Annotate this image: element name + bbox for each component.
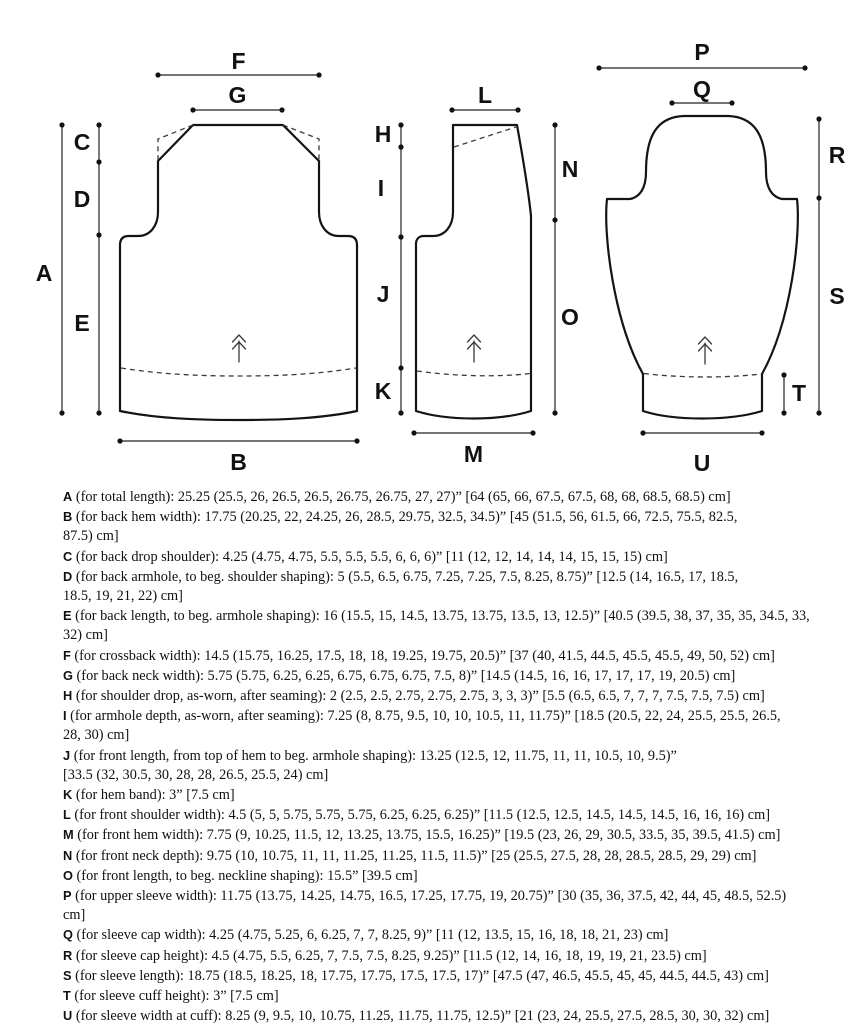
dim-label-Q: Q: [693, 76, 711, 102]
measurement-letter: B: [63, 509, 73, 525]
dim-label-M: M: [463, 441, 484, 467]
dim-line-U: [640, 430, 764, 476]
measurement-letter: N: [63, 847, 73, 863]
measurement-letter: R: [63, 947, 73, 963]
measurement-text: (for sleeve cap width): 4.25 (4.75, 5.25, 6, 6.25, 7, 7, 8.25, 9)” [11 (12, 13.5, 15, 16, 18, 18, 21, 23) cm]: [76, 927, 669, 944]
measurement-row-C: [63, 547, 839, 567]
dim-label-L: L: [477, 82, 493, 108]
measurement-row-F: [63, 646, 839, 666]
measurement-row-M: [63, 825, 839, 845]
dim-line-B: [117, 438, 359, 475]
measurement-row-Q: [63, 925, 839, 945]
dim-label-R: R: [828, 142, 846, 168]
back-knit-direction-arrow-icon: [233, 335, 246, 362]
dim-label-D: D: [73, 186, 91, 212]
back-hem-band-dashed: [121, 368, 356, 376]
dim-label-S: S: [829, 283, 845, 309]
dim-line-A: [36, 122, 65, 415]
measurement-letter: C: [63, 548, 73, 564]
measurement-text: (for front hem width): 7.75 (9, 10.25, 11.5, 12, 13.25, 13.75, 15.5, 16.25)” [19.5 (23, 26, 29, 30.5, 33.5, 35, 39.5, 41.5) cm]: [77, 827, 781, 844]
measurement-text: (for armhole depth, as-worn, after seaming): 7.25 (8, 8.75, 9.5, 10, 10, 10.5, 11, 11.75)” [18.5 (20.5, 22, 24, 25.5, 25.5, 26.5, 28, 30) cm]: [63, 708, 781, 744]
measurement-text: (for shoulder drop, as-worn, after seaming): 2 (2.5, 2.5, 2.75, 2.75, 2.75, 3, 3, 3)” [5.5 (6.5, 6.5, 7, 7, 7, 7.5, 7.5, 7.5) cm]: [75, 688, 765, 705]
dim-label-G: G: [228, 82, 247, 108]
measurement-row-K: [63, 785, 839, 805]
dim-label-O: O: [561, 304, 579, 330]
dim-line-F: [155, 48, 321, 78]
dim-label-P: P: [694, 39, 710, 65]
measurement-text: (for front length, from top of hem to beg. armhole shaping): 13.25 (12.5, 12, 11.75, 11, 11, 10.5, 10, 9.5)” [33.5 (32, 30.5, 30, 28, 28, 26.5, 25.5, 24) cm]: [63, 747, 677, 783]
measurement-letter: M: [63, 827, 74, 843]
dim-label-K: K: [374, 378, 392, 404]
dim-label-A: A: [35, 260, 53, 286]
measurement-letter: F: [63, 647, 71, 663]
measurement-letter: E: [63, 608, 72, 624]
measurement-text: (for back drop shoulder): 4.25 (4.75, 4.75, 5.5, 5.5, 5.5, 6, 6, 6)” [11 (12, 12, 14, 14, 14, 15, 15, 15) cm]: [75, 548, 668, 565]
dim-line-CDE: [74, 122, 102, 415]
measurement-letter: O: [63, 867, 73, 883]
measurement-row-A: [63, 487, 839, 507]
measurement-text: (for front neck depth): 9.75 (10, 10.75, 11, 11, 11.25, 11.25, 11.5, 11.5)” [25 (25.5, 27.5, 28, 28, 28.5, 28.5, 29, 29) cm]: [75, 847, 757, 864]
measurement-letter: P: [63, 888, 72, 904]
dim-label-F: F: [231, 48, 246, 74]
back-piece: [36, 48, 360, 475]
measurement-row-J: [63, 746, 839, 785]
measurement-text: (for sleeve length): 18.75 (18.5, 18.25, 18, 17.75, 17.75, 17.5, 17.5, 17)” [47.5 (47, 46.5, 45.5, 45, 45, 44.5, 44.5, 43) cm]: [75, 967, 769, 984]
dim-line-HIJK: [375, 121, 404, 416]
measurement-text: (for upper sleeve width): 11.75 (13.75, 14.25, 14.75, 16.5, 17.25, 17.75, 19, 20.75)” [30 (35, 36, 37.5, 42, 44, 45, 48.5, 52.5) cm]: [63, 888, 787, 924]
front-piece: [375, 82, 579, 467]
measurement-row-I: [63, 706, 839, 745]
measurement-text: (for sleeve width at cuff): 8.25 (9, 9.5, 10, 10.75, 11.25, 11.75, 11.75, 12.5)” [21 (23, 24, 25.5, 27.5, 28.5, 30, 30, 32) cm]: [75, 1008, 770, 1024]
front-shoulder-shaping-dashed: [454, 127, 516, 147]
measurement-row-H: [63, 686, 839, 706]
measurement-text: (for sleeve cuff height): 3” [7.5 cm]: [74, 988, 279, 1005]
measurement-letter: U: [63, 1008, 73, 1024]
measurement-text: (for hem band): 3” [7.5 cm]: [75, 787, 235, 804]
dim-line-NO: [552, 122, 579, 415]
dim-line-P: [596, 39, 807, 71]
dim-label-N: N: [561, 156, 579, 182]
dim-line-Q: [669, 76, 734, 106]
measurement-letter: H: [63, 688, 73, 704]
measurement-letter: A: [63, 489, 73, 504]
front-piece-outline: [416, 125, 531, 419]
dim-label-J: J: [376, 281, 390, 307]
measurement-text: (for total length): 25.25 (25.5, 26, 26.5, 26.5, 26.75, 26.75, 27, 27)” [64 (65, 66, 67.5, 67.5, 68, 68, 68.5, 68.5) cm]: [75, 489, 731, 505]
measurement-row-U: [63, 1006, 839, 1024]
measurement-text: (for back armhole, to beg. shoulder shaping): 5 (5.5, 6.5, 6.75, 7.25, 7.25, 7.5, 8.25, 8.75)” [12.5 (14, 16.5, 17, 18.5, 18.5, 19, 21, 22) cm]: [63, 568, 739, 605]
measurement-row-G: [63, 666, 839, 686]
measurement-row-L: [63, 805, 839, 825]
front-hem-band-dashed: [417, 371, 530, 376]
measurement-text: (for back length, to beg. armhole shaping): 16 (15.5, 15, 14.5, 13.75, 13.75, 13.5, 13, 12.5)” [40.5 (39.5, 38, 37, 35, 35, 34.5, 33, 32) cm]: [63, 608, 810, 644]
measurement-letter: J: [63, 747, 71, 763]
measurement-text: (for sleeve cap height): 4.5 (4.75, 5.5, 6.25, 7, 7.5, 7.5, 8.25, 9.25)” [11.5 (12, 14, 16, 18, 19, 19, 21, 23.5) cm]: [75, 947, 707, 964]
measurement-letter: D: [63, 568, 73, 584]
measurement-text: (for front shoulder width): 4.5 (5, 5, 5.75, 5.75, 5.75, 6.25, 6.25, 6.25)” [11.5 (12.5, 12.5, 14.5, 14.5, 14.5, 16, 16, 16) cm]: [74, 807, 770, 824]
measurement-list: [63, 487, 839, 1024]
measurement-row-O: [63, 866, 839, 886]
measurement-row-P: [63, 886, 839, 925]
measurement-letter: T: [63, 988, 71, 1004]
dim-label-H: H: [374, 121, 392, 147]
dim-label-I: I: [377, 175, 385, 201]
measurement-text: (for crossback width): 14.5 (15.75, 16.25, 17.5, 18, 18, 19.25, 19.75, 20.5)” [37 (40, 41.5, 44.5, 45.5, 45.5, 49, 50, 52) cm]: [74, 647, 775, 664]
dim-label-U: U: [693, 450, 711, 476]
measurement-letter: G: [63, 667, 73, 683]
sleeve-cuff-dashed: [644, 374, 761, 377]
dim-line-L: [449, 82, 520, 113]
measurement-text: (for front length, to beg. neckline shaping): 15.5” [39.5 cm]: [76, 867, 418, 884]
sleeve-outline: [606, 116, 798, 419]
measurement-row-E: [63, 606, 839, 645]
measurement-letter: L: [63, 807, 71, 823]
measurement-text: (for back hem width): 17.75 (20.25, 22, 24.25, 26, 28.5, 29.75, 32.5, 34.5)” [45 (51.5, 56, 61.5, 66, 72.5, 75.5, 82.5, 87.5) cm]: [63, 509, 738, 545]
dim-label-T: T: [791, 380, 807, 406]
measurement-letter: I: [63, 708, 67, 724]
measurement-letter: S: [63, 967, 72, 983]
measurement-row-D: [63, 567, 839, 606]
dim-line-T: [781, 372, 806, 415]
measurement-row-B: [63, 507, 839, 546]
measurement-row-S: [63, 966, 839, 986]
dim-line-RS: [816, 116, 845, 415]
sleeve-knit-direction-arrow-icon: [699, 337, 712, 364]
dim-label-C: C: [73, 129, 91, 155]
measurement-row-T: [63, 986, 839, 1006]
schematic-diagram: [0, 0, 865, 480]
dim-line-G: [190, 82, 284, 113]
dim-line-M: [411, 430, 535, 467]
dim-label-E: E: [74, 310, 90, 336]
measurement-text: (for back neck width): 5.75 (5.75, 6.25, 6.25, 6.75, 6.75, 6.75, 7.5, 8)” [14.5 (14.5, 16, 16, 17, 17, 17, 19, 20.5) cm]: [76, 667, 736, 684]
measurement-row-R: [63, 946, 839, 966]
dim-label-B: B: [230, 449, 247, 475]
front-knit-direction-arrow-icon: [468, 335, 481, 362]
measurement-letter: K: [63, 787, 73, 803]
measurement-letter: Q: [63, 927, 73, 943]
measurement-row-N: [63, 846, 839, 866]
sleeve-piece: [596, 39, 845, 476]
